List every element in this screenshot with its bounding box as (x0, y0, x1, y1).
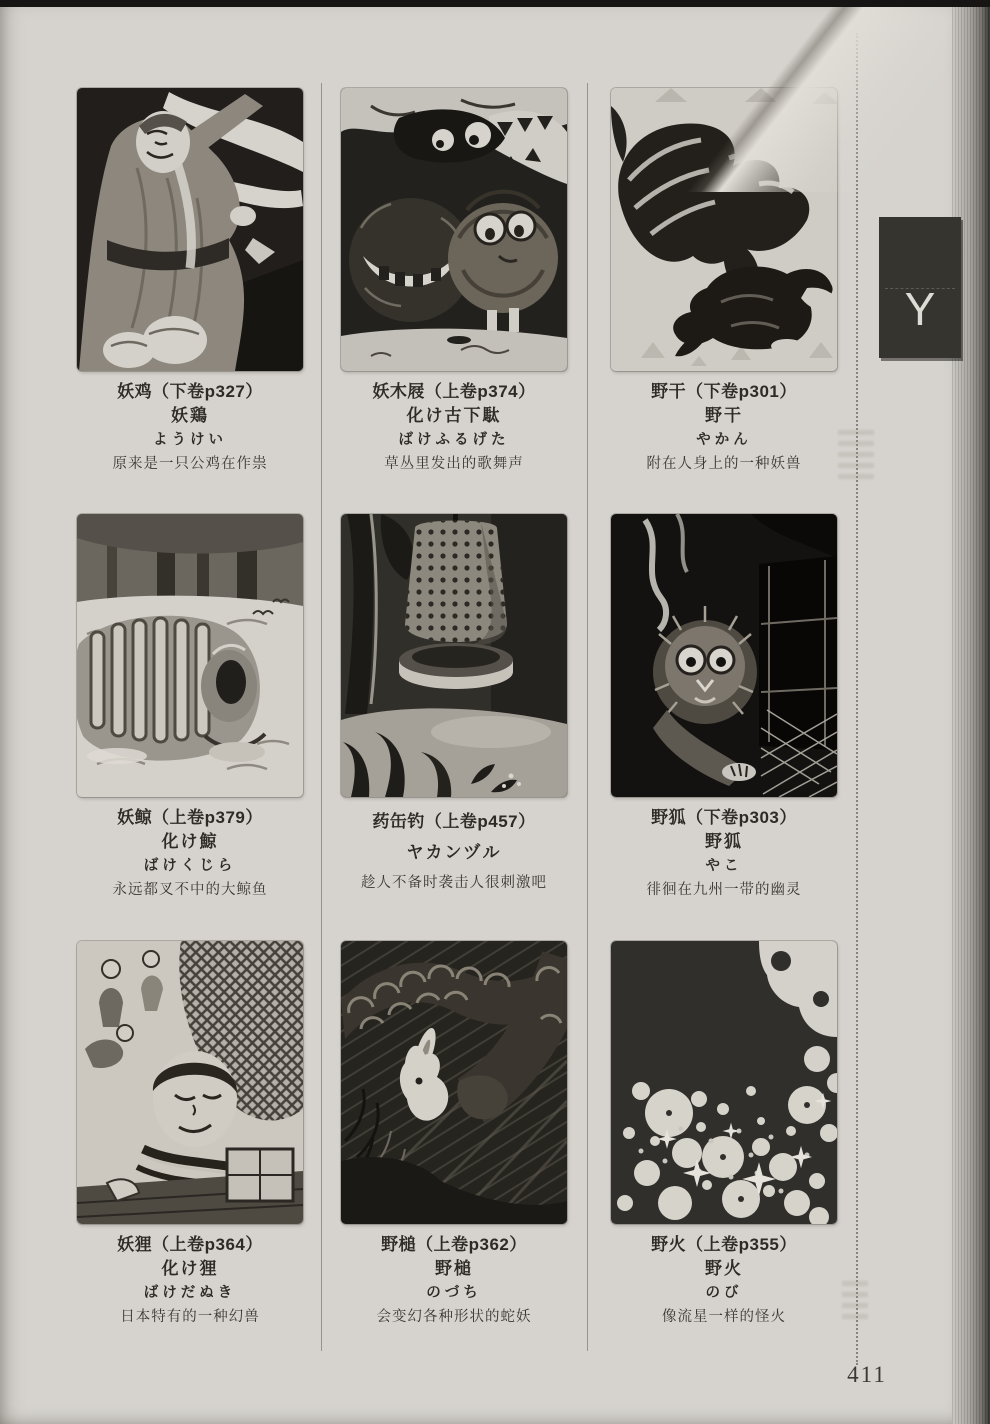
entry-description: 附在人身上的一种妖兽 (646, 456, 802, 472)
entry-kana: やかん (696, 432, 752, 448)
illustration-yokei-rooster-spirit (77, 88, 303, 371)
entry-kana: ばけふるげた (398, 432, 510, 448)
entry-description: 会变幻各种形状的蛇妖 (376, 1309, 532, 1325)
entry-description: 永远都叉不中的大鲸鱼 (112, 882, 268, 898)
entry-yakanzuru (324, 514, 584, 899)
entry-name-jp: 化け鯨 (161, 832, 219, 851)
entry-kana: のび (705, 1285, 743, 1301)
entry-title: 野狐（下卷p303） (651, 808, 797, 827)
entry-title: 野干（下卷p301） (651, 382, 797, 401)
entry-bakedanuki (58, 941, 322, 1329)
entry-name-jp: 妖鶏 (171, 406, 209, 425)
book-page-stack-edge (952, 0, 990, 1424)
entry-title: 妖鸡（下卷p327） (117, 382, 263, 401)
entry-nozuchi (324, 941, 584, 1329)
illustration-bakekujira-skeleton-whale (77, 514, 303, 797)
entry-name-jp: 野槌 (435, 1259, 473, 1278)
book-page (0, 7, 952, 1424)
entry-title: 妖鲸（上卷p379） (117, 808, 263, 827)
entry-title: 野火（上卷p355） (651, 1235, 797, 1254)
entry-name-jp: ヤカンヅル (406, 843, 502, 862)
entry-name-jp: 化け狸 (161, 1259, 219, 1278)
margin-dotted-rule (856, 33, 858, 1365)
column-divider (587, 83, 588, 1351)
entry-name-jp: 野狐 (705, 832, 743, 851)
entry-title: 妖狸（上卷p364） (117, 1235, 263, 1254)
entry-kana: やこ (705, 858, 743, 874)
illustration-yako-wild-fox (611, 514, 837, 797)
entry-name-jp: 化け古下駄 (406, 406, 502, 425)
entry-title: 药缶钓（上卷p457） (372, 812, 536, 831)
entry-description: 原来是一只公鸡在作祟 (112, 456, 268, 472)
entry-bakefurugeta (324, 88, 584, 476)
entry-kana: ばけくじら (143, 858, 237, 874)
illustration-bakedanuki-tanuki-scene (77, 941, 303, 1224)
entry-title: 野槌（上卷p362） (381, 1235, 527, 1254)
illustration-yakanzuru-hanging-kettle (341, 514, 567, 797)
entry-nobi (592, 941, 856, 1329)
entry-name-jp: 野干 (705, 406, 743, 425)
entry-description: 日本特有的一种幻兽 (120, 1309, 260, 1325)
entry-name-jp: 野火 (705, 1259, 743, 1278)
scan-top-border (0, 0, 990, 7)
entry-description: 徘徊在九州一带的幽灵 (646, 882, 802, 898)
illustration-bakefurugeta-geta-monsters (341, 88, 567, 371)
entry-kana: ばけだぬき (143, 1285, 237, 1301)
entry-yako (592, 514, 856, 902)
page-corner-fold (622, 7, 952, 192)
illustration-nobi-spirit-fires (611, 941, 837, 1224)
entry-description: 趁人不备时袭击人很刺激吧 (361, 875, 547, 891)
entry-description: 像流星一样的怪火 (662, 1309, 786, 1325)
entry-kana: ようけい (153, 432, 227, 448)
page-number: 411 (847, 1362, 887, 1387)
entry-kana: のづち (426, 1285, 482, 1301)
entry-title: 妖木屐（上卷p374） (372, 382, 536, 401)
section-tab-label: Y (904, 283, 936, 335)
entry-yokei (58, 88, 322, 476)
entry-description: 草丛里发出的歌舞声 (384, 456, 524, 472)
section-tab-y (879, 217, 961, 358)
entry-bakekujira (58, 514, 322, 902)
illustration-nozuchi-serpent (341, 941, 567, 1224)
